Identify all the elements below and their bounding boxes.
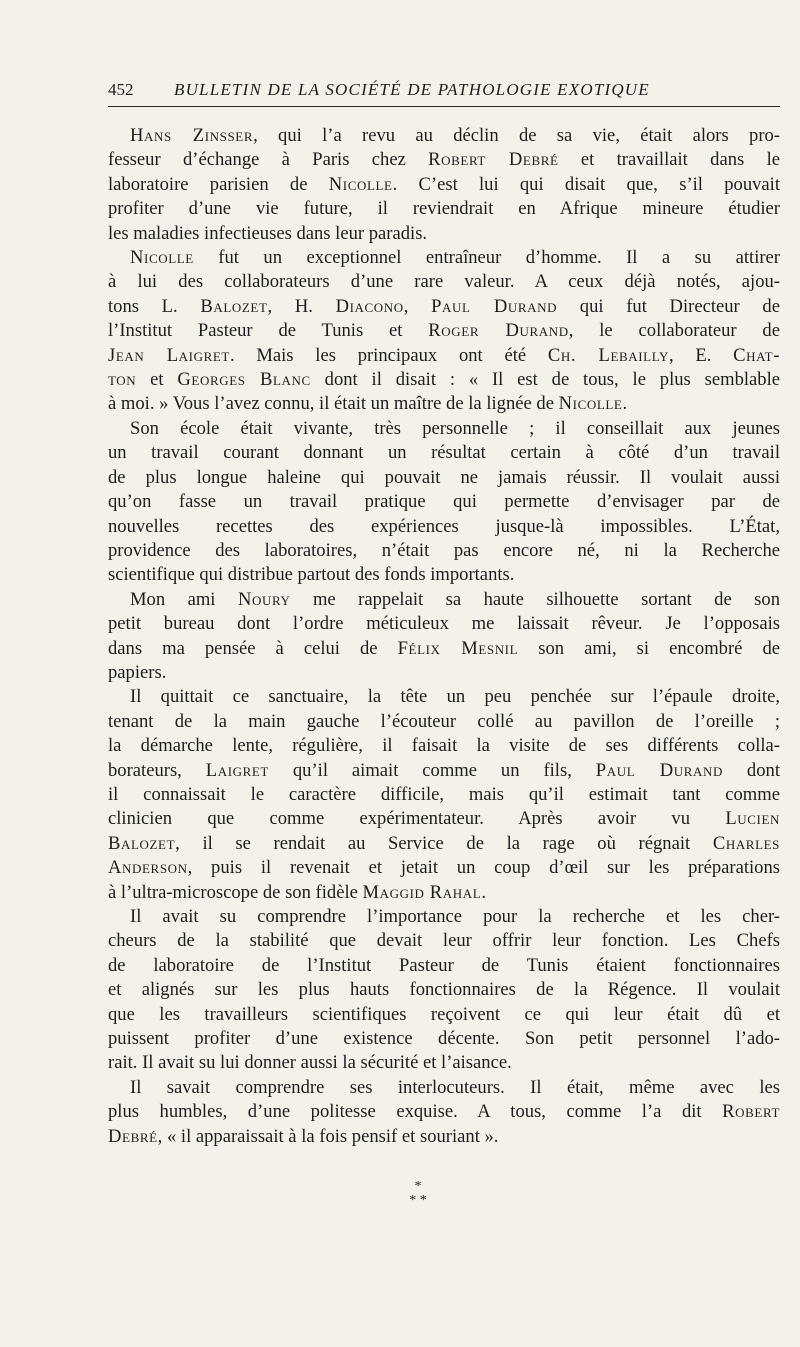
text-segment: fesseur d’échange à Paris chez	[108, 149, 429, 171]
person-name: Robert Debré	[428, 149, 559, 171]
text-segment: l’Institut Pasteur de Tunis et	[108, 320, 429, 342]
text-segment: , le collaborateur de	[568, 320, 780, 342]
text-line	[108, 1076, 780, 1100]
text-segment: scientifique qui distribue partout des fonds importants.	[108, 564, 515, 586]
text-segment: qu’il aimait comme un fils,	[268, 759, 596, 781]
text-segment: laboratoire parisien de	[108, 173, 329, 195]
text-segment: ,	[403, 295, 432, 317]
asterism-top: *	[414, 1179, 422, 1194]
text-segment: Il avait su comprendre l’importance pour la recherche et les cher-	[130, 906, 780, 927]
text-segment: son ami, si encombré de	[518, 637, 781, 659]
text-line	[108, 441, 780, 465]
person-name: Paul Durand	[431, 295, 558, 317]
text-segment: cheurs de la stabilité que devait leur offrir leur fonction. Les Chefs	[108, 930, 780, 952]
person-name: Paul Durand	[595, 759, 724, 781]
text-segment: , « il apparaissait à la fois pensif et souriant ».	[157, 1125, 499, 1147]
person-name: Nicolle	[130, 247, 194, 269]
text-segment: dont il disait : « Il est de tous, le plus semblable	[310, 369, 780, 391]
person-name: Chat-	[733, 344, 781, 366]
text-segment: providence des laboratoires, n’était pas encore né, ni la Recherche	[108, 539, 780, 561]
text-line	[108, 148, 780, 172]
text-segment: dont	[723, 759, 780, 781]
text-line	[108, 173, 780, 197]
text-line	[108, 270, 780, 294]
text-line	[108, 783, 780, 807]
person-name: Laigret	[205, 759, 269, 781]
person-name: Nicolle	[328, 173, 393, 195]
person-name: Maggid Rahal	[362, 881, 482, 903]
text-segment: Il savait comprendre ses interlocuteurs. Il était, même avec les	[130, 1076, 780, 1098]
text-segment: , H.	[267, 295, 336, 317]
text-line	[108, 392, 780, 416]
text-segment: . Mais les principaux ont été	[229, 344, 548, 366]
text-line	[108, 588, 780, 612]
text-line	[108, 807, 780, 831]
text-segment: profiter d’une vie future, il reviendrait en Afrique mineure étudier	[108, 198, 780, 220]
person-name: ton	[108, 369, 137, 391]
person-name: Roger Durand	[428, 320, 569, 342]
text-line	[108, 490, 780, 514]
page-header	[108, 80, 780, 107]
text-line	[108, 295, 780, 319]
text-segment: papiers.	[108, 661, 167, 683]
person-name: Robert	[722, 1101, 780, 1123]
text-line	[108, 905, 780, 929]
text-line	[108, 368, 780, 392]
text-segment: tons L.	[108, 295, 201, 317]
text-line	[108, 710, 780, 734]
text-segment: un travail courant donnant un résultat certain à côté d’un travail	[108, 442, 780, 464]
text-segment: à l’ultra-microscope de son fidèle	[108, 881, 363, 903]
text-line	[108, 881, 780, 905]
person-name: Noury	[237, 588, 291, 610]
text-line	[108, 563, 780, 587]
text-line	[108, 1027, 780, 1051]
text-line	[108, 734, 780, 758]
text-segment: et alignés sur les plus hauts fonctionnaires de la Régence. Il voulait	[108, 979, 780, 1001]
text-line	[108, 759, 780, 783]
person-name: Jean Laigret	[108, 344, 230, 366]
person-name: Lucien	[725, 808, 780, 830]
person-name: Félix Mesnil	[397, 637, 519, 659]
text-segment: à lui des collaborateurs d’une rare valeur. A ceux déjà notés, ajou-	[108, 271, 780, 293]
text-segment: borateurs,	[108, 759, 206, 781]
text-line	[108, 832, 780, 856]
text-segment: et travaillait dans le	[558, 149, 780, 171]
text-segment: , E.	[668, 344, 734, 366]
text-line	[108, 1051, 780, 1075]
text-line	[108, 929, 780, 953]
text-segment: , qui l’a revu au déclin de sa vie, était alors pro-	[253, 125, 780, 146]
text-segment: .	[481, 881, 486, 903]
text-segment: qui fut Directeur de	[557, 295, 780, 317]
text-segment: Il quittait ce sanctuaire, la tête un peu penchée sur l’épaule droite,	[130, 686, 780, 708]
person-name: Charles	[712, 832, 780, 854]
text-segment: plus humbles, d’une politesse exquise. A tous, comme l’a dit	[108, 1101, 723, 1123]
running-title: BULLETIN DE LA SOCIÉTÉ DE PATHOLOGIE EXOTIQUE	[174, 80, 650, 99]
text-line	[108, 319, 780, 343]
text-segment: . C’est lui qui disait que, s’il pouvait	[392, 173, 781, 195]
text-line	[108, 197, 780, 221]
text-line	[108, 1100, 780, 1124]
text-segment: qu’on fasse un travail pratique qui permette d’envisager par de	[108, 491, 780, 513]
text-line	[108, 466, 780, 490]
text-segment: la démarche lente, régulière, il faisait la visite de ses différents colla-	[108, 735, 780, 757]
text-segment: , il se rendait au Service de la rage où régnait	[175, 832, 713, 854]
person-name: Balozet	[108, 832, 176, 854]
person-name: Hans Zinsser	[130, 125, 254, 146]
text-line	[108, 954, 780, 978]
text-line	[108, 637, 780, 661]
person-name: Ch. Lebailly	[547, 344, 669, 366]
person-name: Diacono	[335, 295, 404, 317]
asterism-bottom: * *	[409, 1193, 427, 1208]
text-segment: il connaissait le caractère difficile, mais qu’il estimait tant comme	[108, 783, 780, 805]
text-segment: nouvelles recettes des expériences jusque-là impossibles. L’État,	[108, 515, 780, 537]
text-line	[108, 246, 780, 270]
text-segment: que les travailleurs scientifiques reçoivent ce qui leur était dû et	[108, 1003, 780, 1025]
text-segment: de plus longue haleine qui pouvait ne jamais réussir. Il voulait aussi	[108, 466, 780, 488]
text-segment: me rappelait sa haute silhouette sortant de son	[290, 588, 780, 610]
text-line	[108, 685, 780, 709]
text-segment: à moi. » Vous l’avez connu, il était un maître de la lignée de	[108, 393, 559, 415]
person-name: Georges Blanc	[177, 369, 311, 391]
text-segment: les maladies infectieuses dans leur paradis.	[108, 222, 428, 244]
text-segment: puissent profiter d’une existence décente. Son petit personnel l’ado-	[108, 1028, 780, 1050]
body-text	[108, 124, 780, 1149]
text-segment: clinicien que comme expérimentateur. Après avoir vu	[108, 808, 726, 830]
page-number: 452	[108, 80, 134, 99]
person-name: Balozet	[200, 295, 268, 317]
text-segment: Son école était vivante, très personnelle ; il conseillait aux jeunes	[130, 417, 780, 439]
text-line	[108, 515, 780, 539]
text-segment: dans ma pensée à celui de	[108, 637, 398, 659]
person-name: Debré	[108, 1125, 158, 1147]
text-segment: de laboratoire de l’Institut Pasteur de Tunis étaient fonctionnaires	[108, 954, 780, 976]
person-name: Anderson	[108, 857, 188, 879]
text-line	[108, 661, 780, 685]
text-line	[108, 1003, 780, 1027]
text-line	[108, 856, 780, 880]
text-line	[108, 222, 780, 246]
text-segment: petit bureau dont l’ordre méticuleux me laissait rêveur. Je l’opposais	[108, 613, 780, 635]
text-line	[108, 417, 780, 441]
text-segment: et	[136, 369, 178, 391]
text-segment: Mon ami	[130, 588, 238, 610]
text-segment: , puis il revenait et jetait un coup d’œil sur les préparations	[187, 857, 780, 879]
text-segment: tenant de la main gauche l’écouteur collé au pavillon de l’oreille ;	[108, 710, 780, 732]
text-line	[108, 539, 780, 563]
person-name: Nicolle	[558, 393, 623, 415]
text-segment: .	[622, 393, 628, 415]
text-line	[108, 612, 780, 636]
text-segment: fut un exceptionnel entraîneur d’homme. Il a su attirer	[193, 247, 780, 269]
text-segment: rait. Il avait su lui donner aussi la sécurité et l’aisance.	[108, 1052, 512, 1074]
text-line	[108, 1125, 780, 1149]
text-line	[108, 344, 780, 368]
text-line	[108, 124, 780, 148]
text-line	[108, 978, 780, 1002]
asterism-separator	[398, 1180, 438, 1208]
